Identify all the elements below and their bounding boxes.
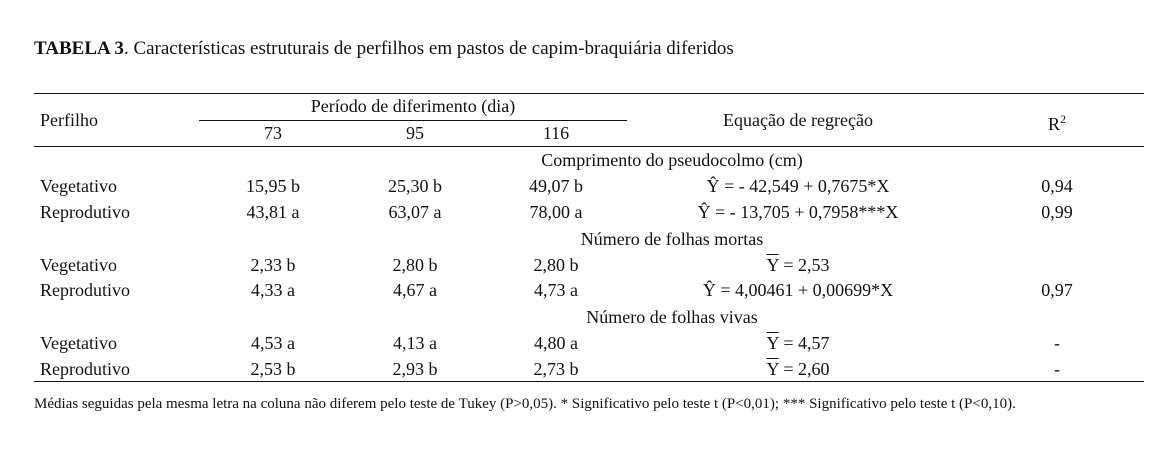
header-day-116: 116 bbox=[542, 123, 570, 143]
row-equation bbox=[707, 175, 890, 197]
row-value-d73: 4,33 a bbox=[251, 280, 295, 300]
row-perfilho: Vegetativo bbox=[40, 333, 117, 353]
equation-y-symbol: Ŷ bbox=[702, 280, 716, 300]
row-equation bbox=[698, 201, 899, 223]
section-title: Comprimento do pseudocolmo (cm) bbox=[541, 150, 803, 170]
table-top-rule bbox=[34, 93, 1144, 94]
row-r2: - bbox=[1054, 359, 1060, 379]
table-footnote: Médias seguidas pela mesma letra na coluna não diferem pelo teste de Tukey (P>0,05). * Significativo pelo teste t (P<0,01); *** Significativo pelo teste t (P<0,10). bbox=[34, 396, 1016, 412]
equation-y-mean-symbol: $\overline{Y}$ bbox=[766, 333, 779, 353]
table-header-bottom-rule bbox=[34, 146, 1144, 147]
section-title: Número de folhas mortas bbox=[580, 229, 764, 249]
header-periodo: Período de diferimento (dia) bbox=[310, 96, 516, 116]
header-day-95: 95 bbox=[406, 123, 424, 143]
table-caption-text: . Características estruturais de perfilhos em pastos de capim-braquiária diferidos bbox=[123, 38, 734, 59]
row-equation bbox=[767, 332, 830, 354]
row-r2: 0,94 bbox=[1041, 176, 1073, 196]
header-equacao: Equação de regreção bbox=[723, 110, 873, 130]
row-value-d116: 4,80 a bbox=[534, 333, 578, 353]
equation-body: = - 42,549 + 0,7675*X bbox=[719, 176, 890, 196]
row-value-d116: 2,73 b bbox=[533, 359, 579, 379]
row-r2: 0,99 bbox=[1041, 202, 1073, 222]
equation-y-symbol: Ŷ bbox=[706, 176, 720, 196]
row-equation bbox=[767, 358, 830, 380]
row-value-d73: 15,95 b bbox=[246, 176, 300, 196]
row-value-d95: 63,07 a bbox=[388, 202, 442, 222]
equation-body: = 2,53 bbox=[778, 255, 830, 275]
equation-body: = 2,60 bbox=[778, 359, 830, 379]
period-header-underline bbox=[199, 120, 627, 121]
equation-y-mean-symbol: $\overline{Y}$ bbox=[766, 255, 779, 275]
row-value-d95: 4,67 a bbox=[393, 280, 437, 300]
row-equation bbox=[703, 279, 893, 301]
header-r2-sup: 2 bbox=[1060, 112, 1067, 126]
header-r2 bbox=[1048, 108, 1066, 135]
row-perfilho: Reprodutivo bbox=[40, 280, 130, 300]
table-caption bbox=[34, 38, 734, 60]
row-value-d116: 4,73 a bbox=[534, 280, 578, 300]
row-equation bbox=[767, 254, 830, 276]
row-perfilho: Vegetativo bbox=[40, 255, 117, 275]
row-r2: - bbox=[1054, 333, 1060, 353]
row-value-d73: 4,53 a bbox=[251, 333, 295, 353]
row-value-d116: 78,00 a bbox=[529, 202, 583, 222]
row-value-d95: 2,80 b bbox=[392, 255, 438, 275]
row-value-d116: 49,07 b bbox=[529, 176, 583, 196]
row-value-d73: 43,81 a bbox=[246, 202, 300, 222]
row-value-d116: 2,80 b bbox=[533, 255, 579, 275]
row-value-d73: 2,33 b bbox=[250, 255, 296, 275]
row-value-d95: 25,30 b bbox=[388, 176, 442, 196]
equation-y-mean-symbol: $\overline{Y}$ bbox=[766, 359, 779, 379]
row-value-d95: 4,13 a bbox=[393, 333, 437, 353]
header-r2-base: R bbox=[1047, 114, 1061, 134]
header-perfilho: Perfilho bbox=[40, 110, 98, 130]
table-bottom-rule bbox=[34, 381, 1144, 382]
row-value-d73: 2,53 b bbox=[250, 359, 296, 379]
row-perfilho: Vegetativo bbox=[40, 176, 117, 196]
equation-y-symbol: Ŷ bbox=[697, 202, 711, 222]
table-caption-label: TABELA 3 bbox=[34, 38, 124, 59]
row-r2: 0,97 bbox=[1041, 280, 1073, 300]
row-perfilho: Reprodutivo bbox=[40, 202, 130, 222]
row-perfilho: Reprodutivo bbox=[40, 359, 130, 379]
equation-body: = - 13,705 + 0,7958***X bbox=[710, 202, 899, 222]
header-day-73: 73 bbox=[264, 123, 282, 143]
row-value-d95: 2,93 b bbox=[392, 359, 438, 379]
section-title: Número de folhas vivas bbox=[586, 307, 758, 327]
equation-body: = 4,00461 + 0,00699*X bbox=[715, 280, 894, 300]
equation-body: = 4,57 bbox=[778, 333, 830, 353]
